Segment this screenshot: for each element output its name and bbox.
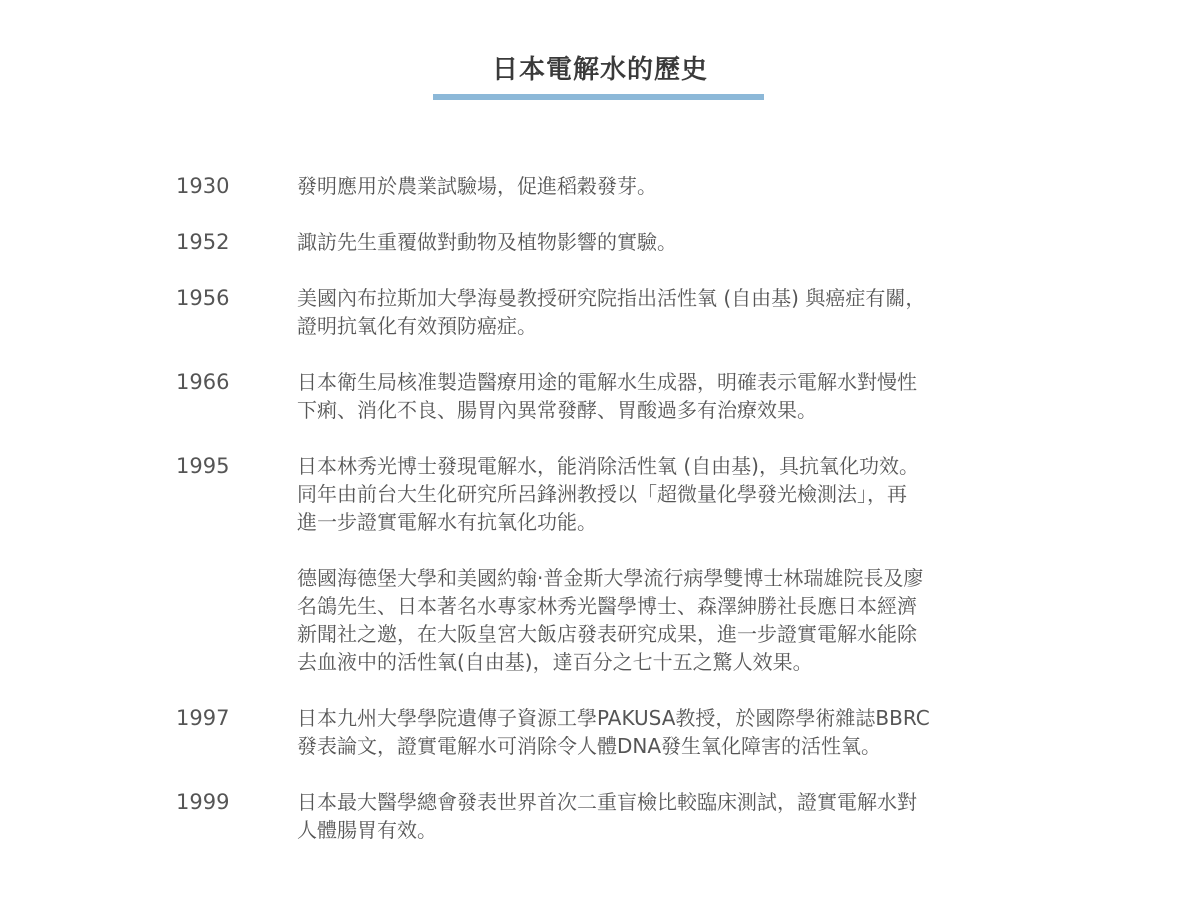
entry-description bbox=[297, 452, 1037, 676]
entry-description bbox=[297, 704, 1037, 760]
text-line: 發表論文，證實電解水可消除令人體DNA發生氧化障害的活性氧。 bbox=[297, 734, 882, 758]
text-line: 日本衛生局核准製造醫療用途的電解水生成器，明確表示電解水對慢性 bbox=[297, 370, 917, 394]
entry-paragraph bbox=[297, 788, 1037, 844]
entry-paragraph bbox=[297, 368, 1037, 424]
entry-paragraph bbox=[297, 228, 1037, 256]
page-title: 日本電解水的歷史 bbox=[491, 55, 708, 85]
entry-year: 1930 bbox=[176, 174, 230, 198]
entry-description bbox=[297, 788, 1037, 844]
text-line: 證明抗氧化有效預防癌症。 bbox=[297, 314, 537, 338]
text-line: 去血液中的活性氧(自由基)，達百分之七十五之驚人效果。 bbox=[297, 650, 813, 674]
text-line: 美國內布拉斯加大學海曼教授研究院指出活性氧 (自由基) 與癌症有關， bbox=[297, 286, 926, 310]
entry-paragraph bbox=[297, 564, 1037, 676]
title-underline bbox=[433, 94, 764, 100]
entry-year: 1995 bbox=[176, 454, 230, 478]
text-line: 發明應用於農業試驗場，促進稻穀發芽。 bbox=[297, 174, 657, 198]
entry-description bbox=[297, 368, 1037, 424]
text-line: 日本九州大學學院遺傳子資源工學PAKUSA教授，於國際學術雜誌BBRC bbox=[297, 706, 930, 730]
entry-description bbox=[297, 284, 1037, 340]
entry-year: 1999 bbox=[176, 790, 230, 814]
entry-paragraph bbox=[297, 704, 1037, 760]
text-line: 名鴿先生、日本著名水專家林秀光醫學博士、森澤紳勝社長應日本經濟 bbox=[297, 594, 917, 618]
entry-description bbox=[297, 172, 1037, 200]
entry-paragraph bbox=[297, 284, 1037, 340]
text-line: 德國海德堡大學和美國約翰·普金斯大學流行病學雙博士林瑞雄院長及廖 bbox=[297, 566, 924, 590]
entry-year: 1966 bbox=[176, 370, 230, 394]
text-line: 諏訪先生重覆做對動物及植物影響的實驗。 bbox=[297, 230, 677, 254]
text-line: 下痢、消化不良、腸胃內異常發酵、胃酸過多有治療效果。 bbox=[297, 398, 817, 422]
text-line: 人體腸胃有效。 bbox=[297, 818, 437, 842]
text-line: 進一步證實電解水有抗氧化功能。 bbox=[297, 510, 597, 534]
entry-paragraph bbox=[297, 452, 1037, 536]
text-line: 日本林秀光博士發現電解水，能消除活性氧 (自由基)，具抗氧化功效。 bbox=[297, 454, 919, 478]
text-line: 新聞社之邀，在大阪皇宮大飯店發表研究成果，進一步證實電解水能除 bbox=[297, 622, 917, 646]
entry-paragraph bbox=[297, 172, 1037, 200]
text-line: 日本最大醫學總會發表世界首次二重盲檢比較臨床測試，證實電解水對 bbox=[297, 790, 917, 814]
entry-year: 1956 bbox=[176, 286, 230, 310]
text-line: 同年由前台大生化研究所呂鋒洲教授以「超微量化學發光檢測法」，再 bbox=[297, 482, 907, 506]
entry-year: 1997 bbox=[176, 706, 230, 730]
page-header bbox=[0, 52, 1200, 88]
entry-year: 1952 bbox=[176, 230, 230, 254]
entry-description bbox=[297, 228, 1037, 256]
